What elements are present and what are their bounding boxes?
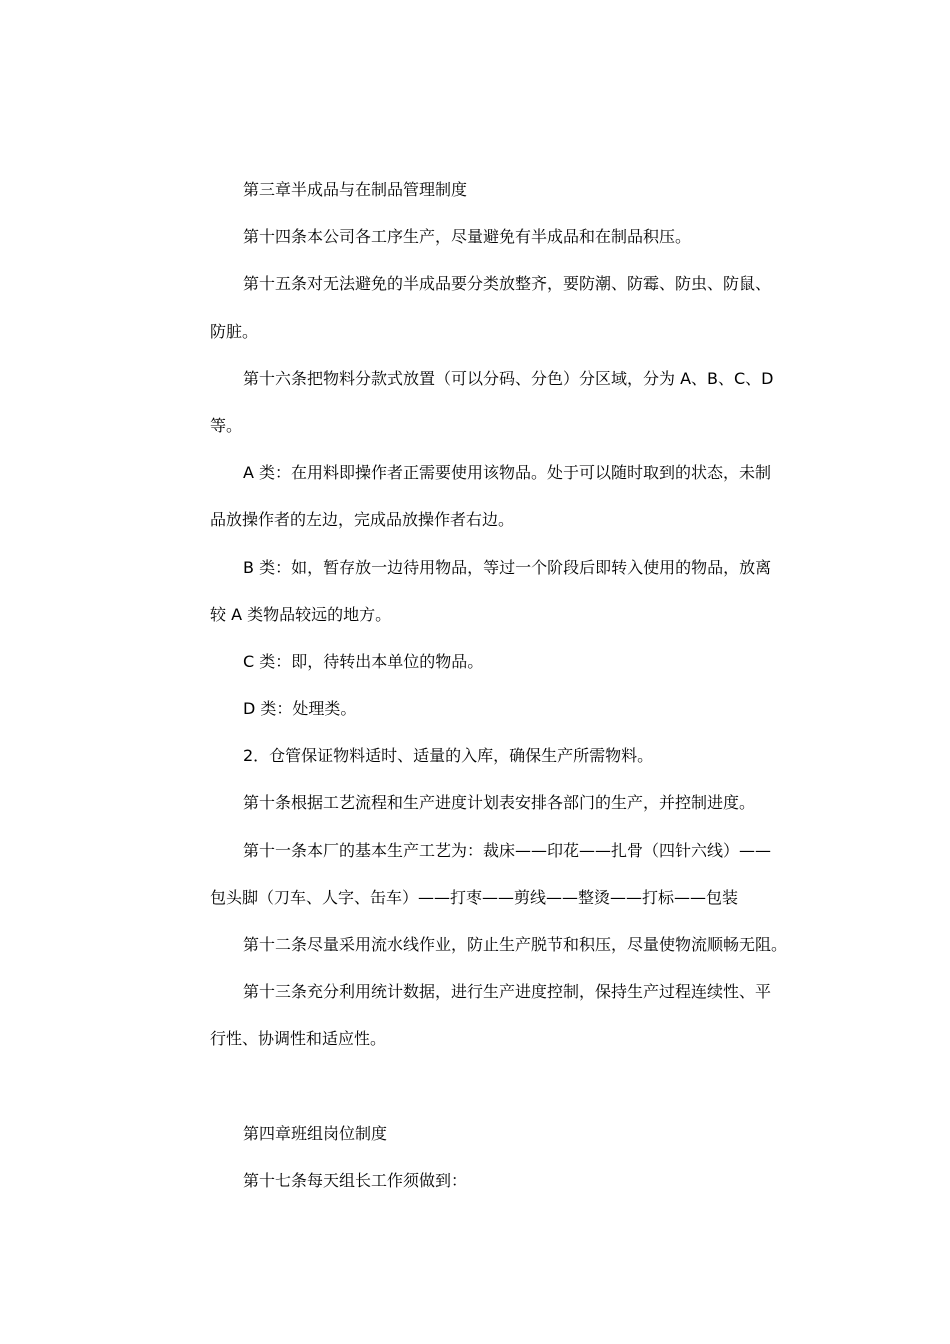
category-b-continued: 较 A 类物品较远的地方。 [210, 604, 392, 624]
category-b: B 类：如，暂存放一边待用物品，等过一个阶段后即转入使用的物品，放离 [243, 557, 772, 577]
article-16-continued: 等。 [210, 415, 243, 435]
article-10: 第十条根据工艺流程和生产进度计划表安排各部门的生产，并控制进度。 [243, 793, 756, 813]
category-a-continued: 品放操作者的左边，完成品放操作者右边。 [210, 510, 515, 530]
article-13-continued: 行性、协调性和适应性。 [210, 1029, 387, 1049]
article-15: 第十五条对无法避免的半成品要分类放整齐，要防潮、防霉、防虫、防鼠、 [243, 274, 772, 294]
chapter-heading-4: 第四章班组岗位制度 [243, 1123, 388, 1143]
article-11-continued: 包头脚（刀车、人字、缶车）——打枣——剪线——整烫——打标——包装 [210, 887, 739, 907]
article-17: 第十七条每天组长工作须做到： [243, 1170, 468, 1190]
article-15-continued: 防脏。 [210, 321, 259, 341]
article-13: 第十三条充分利用统计数据，进行生产进度控制，保持生产过程连续性、平 [243, 982, 772, 1002]
category-c: C 类：即，待转出本单位的物品。 [243, 651, 484, 671]
item-2-warehouse: 2．仓管保证物料适时、适量的入库，确保生产所需物料。 [243, 746, 654, 766]
article-12: 第十二条尽量采用流水线作业，防止生产脱节和积压，尽量使物流顺畅无阻。 [243, 935, 788, 954]
article-14: 第十四条本公司各工序生产，尽量避免有半成品和在制品积压。 [243, 227, 692, 247]
chapter-heading-3: 第三章半成品与在制品管理制度 [243, 180, 468, 199]
article-11: 第十一条本厂的基本生产工艺为：裁床——印花——扎骨（四针六线）—— [243, 840, 772, 860]
category-a: A 类：在用料即操作者正需要使用该物品。处于可以随时取到的状态，未制 [243, 463, 772, 483]
article-16: 第十六条把物料分款式放置（可以分码、分色）分区域，分为 A、B、C、D [243, 368, 774, 388]
document-body [210, 166, 808, 1204]
blank-line [210, 1063, 808, 1110]
category-d: D 类：处理类。 [243, 699, 357, 719]
